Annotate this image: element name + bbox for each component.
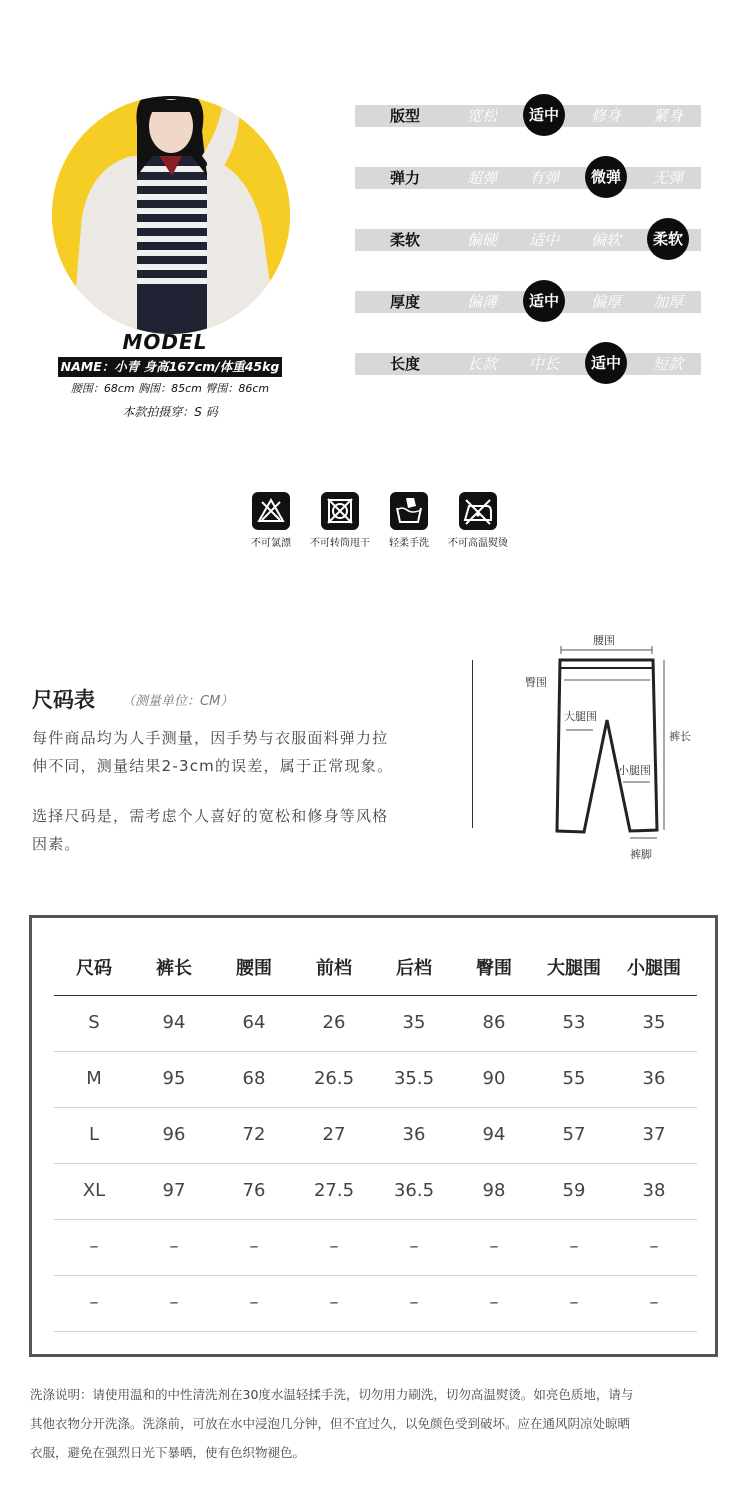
attribute-option: 无弹 [652, 169, 683, 187]
attribute-label: 柔软 [389, 231, 420, 249]
table-cell: 35 [642, 1012, 666, 1033]
attribute-label: 厚度 [389, 293, 420, 311]
table-cell: S [88, 1012, 100, 1033]
table-cell: 96 [162, 1124, 186, 1145]
table-cell: – [649, 1236, 659, 1257]
table-row [54, 1108, 697, 1164]
attribute-option: 有弹 [528, 169, 559, 187]
attribute-row-thickness [355, 291, 701, 313]
attribute-option: 加厚 [652, 293, 683, 311]
diagram-label-thigh: 大腿围 [564, 710, 597, 723]
table-cell: 68 [242, 1068, 266, 1089]
table-cell: – [489, 1292, 499, 1313]
table-header [54, 918, 697, 996]
column-header: 尺码 [76, 958, 112, 979]
table-cell: – [89, 1236, 99, 1257]
table-cell: – [569, 1236, 579, 1257]
attribute-option-selected: 微弹 [585, 156, 627, 198]
table-cell: 36.5 [393, 1180, 435, 1201]
attribute-label: 弹力 [389, 169, 420, 187]
attribute-option: 偏薄 [466, 293, 497, 311]
table-cell: – [249, 1236, 259, 1257]
table-cell: 35.5 [393, 1068, 435, 1089]
model-photo-circle [52, 96, 290, 334]
table-cell: – [409, 1236, 419, 1257]
attribute-option: 中长 [528, 355, 559, 373]
column-header: 裤长 [156, 958, 192, 979]
table-cell: 27 [322, 1124, 346, 1145]
column-header: 臀围 [476, 958, 512, 979]
attribute-option: 紧身 [652, 107, 683, 125]
table-cell: – [409, 1292, 419, 1313]
table-cell: – [169, 1292, 179, 1313]
table-cell: 95 [162, 1068, 186, 1089]
model-measure-line: 腰围：68cm 胸围：85cm 臀围：86cm [70, 382, 270, 395]
table-row [54, 1276, 697, 1332]
attribute-option: 长款 [466, 355, 497, 373]
size-note-line: 每件商品均为人手测量，因手势与衣服面料弹力拉 [32, 729, 389, 747]
no-bleach-icon [252, 492, 290, 530]
column-header: 大腿围 [547, 958, 601, 979]
table-cell: 37 [642, 1124, 666, 1145]
table-cell: – [489, 1236, 499, 1257]
table-cell: 57 [562, 1124, 586, 1145]
table-cell: 76 [242, 1180, 266, 1201]
table-cell: 86 [482, 1012, 506, 1033]
hand-wash-icon [390, 492, 428, 530]
table-cell: 35 [402, 1012, 426, 1033]
attribute-option: 宽松 [466, 107, 497, 125]
table-cell: L [88, 1124, 100, 1145]
attribute-label: 版型 [389, 107, 420, 125]
size-note-line: 选择尺码是，需考虑个人喜好的宽松和修身等风格 [32, 807, 389, 825]
divider [472, 660, 473, 828]
attribute-option-selected: 适中 [523, 94, 565, 136]
care-item [369, 492, 449, 549]
care-item [231, 492, 311, 549]
diagram-label-waist: 腰围 [593, 634, 615, 647]
table-row [54, 1220, 697, 1276]
attribute-option: 适中 [528, 231, 559, 249]
table-cell: 26 [322, 1012, 346, 1033]
table-cell: 64 [242, 1012, 266, 1033]
no-tumble-dry-icon [321, 492, 359, 530]
table-cell: XL [82, 1180, 106, 1201]
size-chart-unit: （测量单位：CM） [122, 694, 234, 709]
care-item [438, 492, 518, 549]
attribute-option: 短款 [652, 355, 683, 373]
table-cell: – [169, 1236, 179, 1257]
wash-line: 洗涤说明：请使用温和的中性清洗剂在30度水温轻揉手洗，切勿用力刷洗，切勿高温熨烫。如亮色质地，请与 [30, 1387, 634, 1402]
size-note-line: 因素。 [32, 835, 81, 853]
table-cell: – [569, 1292, 579, 1313]
table-cell: 72 [242, 1124, 266, 1145]
size-note-line: 伸不同，测量结果2-3cm的误差，属于正常现象。 [32, 757, 394, 775]
table-cell: 36 [642, 1068, 666, 1089]
attribute-option-selected: 适中 [585, 342, 627, 384]
table-row [54, 1052, 697, 1108]
attribute-row-length [355, 353, 701, 375]
table-cell: 90 [482, 1068, 506, 1089]
table-cell: 36 [402, 1124, 426, 1145]
size-chart-title: 尺码表 [32, 688, 95, 712]
table-cell: M [86, 1068, 102, 1089]
diagram-label-length: 裤长 [669, 730, 691, 743]
table-cell: 27.5 [313, 1180, 355, 1201]
table-cell: 59 [562, 1180, 586, 1201]
model-name-line: NAME：小青 身高167cm/体重45kg [58, 357, 282, 377]
attribute-option: 偏软 [590, 231, 621, 249]
table-cell: – [649, 1292, 659, 1313]
table-cell: 98 [482, 1180, 506, 1201]
table-cell: – [329, 1236, 339, 1257]
table-cell: – [89, 1292, 99, 1313]
attribute-label: 长度 [389, 355, 420, 373]
table-cell: – [329, 1292, 339, 1313]
care-label: 不可转筒甩干 [310, 538, 370, 549]
column-header: 腰围 [236, 958, 272, 979]
wash-line: 衣服，避免在强烈日光下暴晒，使有色织物褪色。 [30, 1445, 306, 1460]
model-size-line: 本款拍摄穿：S 码 [122, 405, 218, 419]
size-table [29, 915, 718, 1357]
model-photo [52, 96, 290, 334]
attribute-option: 偏厚 [590, 293, 621, 311]
table-row [54, 1164, 697, 1220]
no-high-temp-iron-icon [459, 492, 497, 530]
table-cell: 55 [562, 1068, 586, 1089]
table-cell: 53 [562, 1012, 586, 1033]
table-cell: 26.5 [313, 1068, 355, 1089]
table-cell: 38 [642, 1180, 666, 1201]
attribute-option-selected: 柔软 [647, 218, 689, 260]
model-title: MODEL [122, 330, 208, 354]
attribute-row-fit [355, 105, 701, 127]
attribute-row-elasticity [355, 167, 701, 189]
table-cell: 97 [162, 1180, 186, 1201]
table-cell: 94 [482, 1124, 506, 1145]
column-header: 前档 [316, 958, 352, 979]
diagram-label-hem: 裤脚 [630, 848, 652, 861]
table-cell: – [249, 1292, 259, 1313]
diagram-label-hip: 臀围 [525, 676, 547, 689]
care-label: 轻柔手洗 [389, 538, 429, 549]
care-item [300, 492, 380, 549]
pants-measurement-diagram [500, 620, 720, 870]
attribute-option: 偏硬 [466, 231, 497, 249]
diagram-label-calf: 小腿围 [618, 764, 651, 777]
column-header: 小腿围 [627, 958, 681, 979]
table-row [54, 996, 697, 1052]
care-label: 不可氯漂 [251, 538, 291, 549]
column-header: 后档 [396, 958, 432, 979]
attribute-option-selected: 适中 [523, 280, 565, 322]
pants-outline [500, 620, 720, 870]
table-cell: 94 [162, 1012, 186, 1033]
wash-instructions [30, 1380, 725, 1467]
attribute-row-softness [355, 229, 701, 251]
attribute-option: 修身 [590, 107, 621, 125]
attribute-option: 超弹 [466, 169, 497, 187]
care-label: 不可高温熨烫 [448, 538, 508, 549]
wash-line: 其他衣物分开洗涤。洗涤前，可放在水中浸泡几分钟，但不宜过久，以免颜色受到破坏。应在通风阴凉处晾晒 [30, 1416, 631, 1431]
